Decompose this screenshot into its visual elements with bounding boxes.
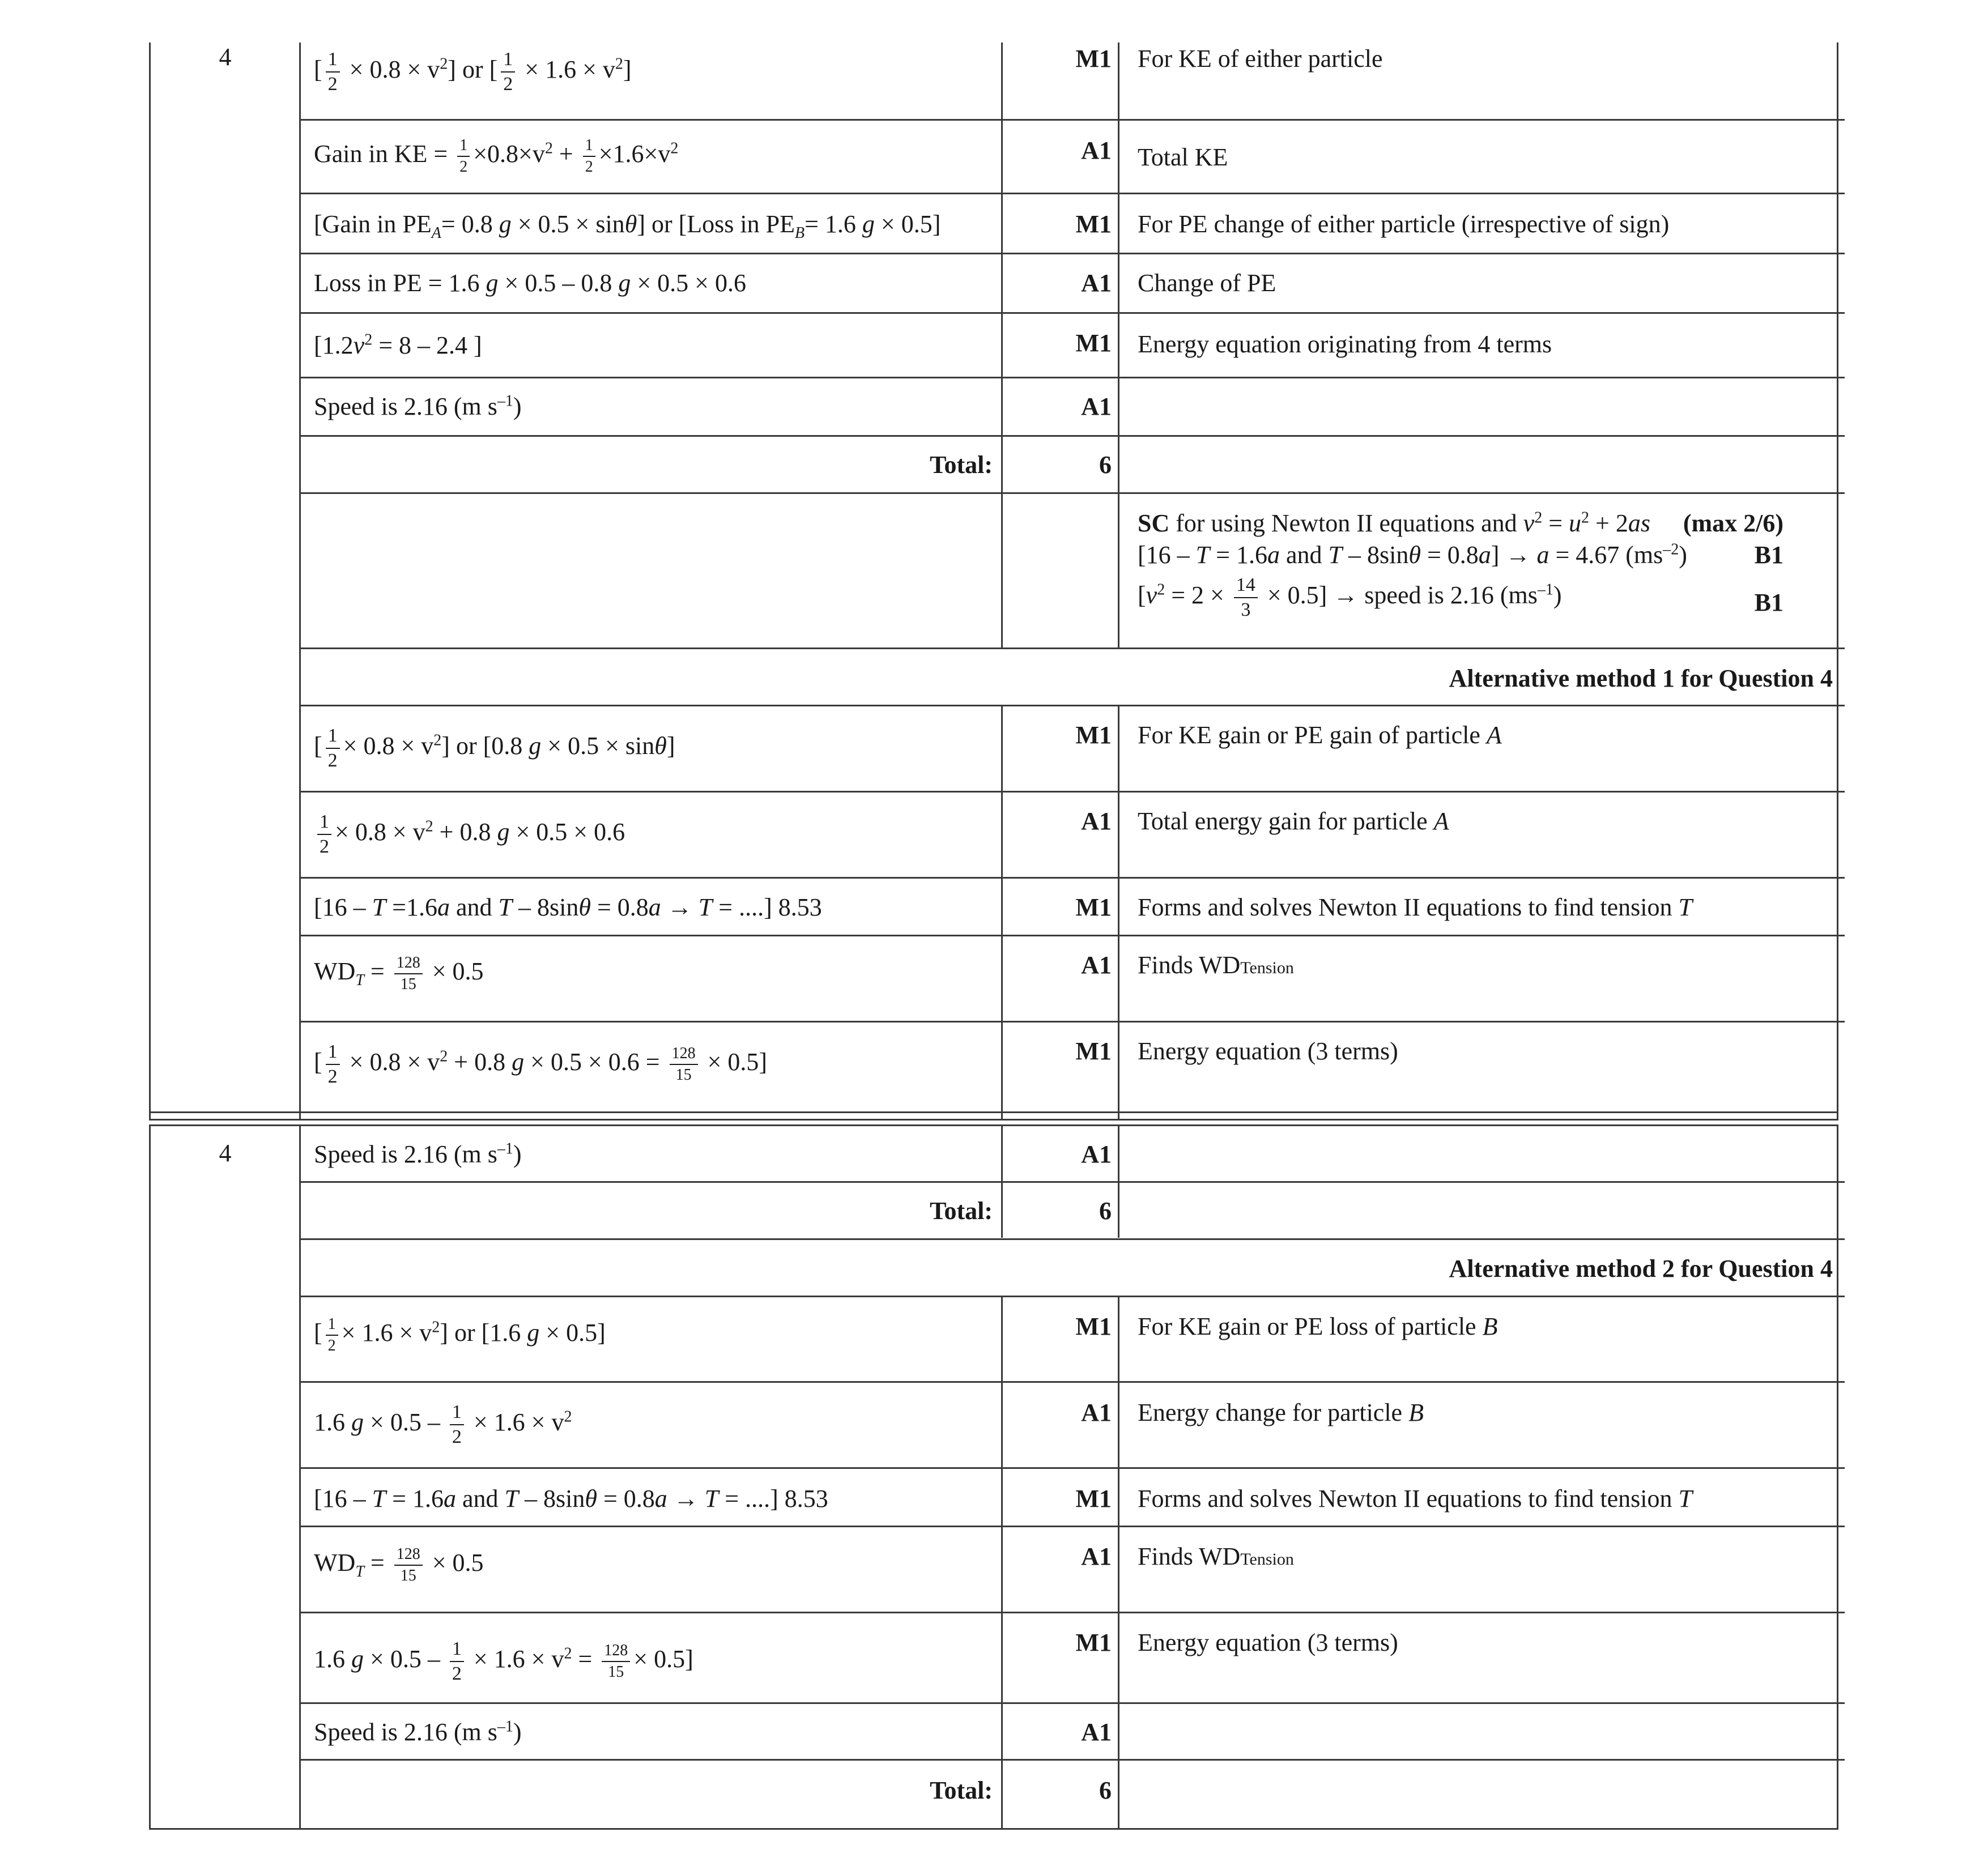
mark-cell: M1: [1075, 721, 1112, 749]
row-divider: [300, 1021, 1845, 1023]
answer-cell: [ $\frac{1}{2}$ × $0.8 \times v^2$] or [0.8 g × 0.5 × sinθ]: [314, 725, 675, 771]
mark-cell: A1: [1081, 951, 1112, 979]
answer-cell: $WD_T$ = $\frac{128}{15}$ × 0.5: [314, 954, 484, 993]
mark-cell: M1: [1075, 1629, 1112, 1656]
row-divider: [300, 377, 1845, 378]
answer-cell: Speed is 2.16 (m $s^{-1}$): [314, 392, 522, 420]
row-divider: [300, 647, 1845, 649]
answer-cell: [ $\frac{1}{2}$ × $0.8 \times v^2$] or [ $\frac{1}{2}$ × $1.6 \times v^2$]: [314, 49, 632, 95]
marks-column-divider: [1118, 705, 1119, 1119]
table-border-left: [149, 42, 151, 1119]
guidance-cell: Energy equation (3 terms): [1138, 1629, 1398, 1656]
answer-cell: [ $\frac{1}{2}$ × $1.6 \times v^2$] or [1.6 g × 0.5]: [314, 1315, 606, 1354]
answer-cell: Loss in PE = 1.6 g × 0.5 – 0.8 g × 0.5 × 0.6: [314, 269, 746, 297]
row-divider: [300, 705, 1845, 706]
answer-column-divider: [1001, 1296, 1003, 1830]
section-break-line: [149, 1119, 1838, 1121]
mark-cell: A1: [1081, 807, 1112, 835]
answer-column-divider: [1001, 42, 1003, 647]
marks-column-divider: [1118, 1296, 1119, 1830]
mark-cell: M1: [1075, 210, 1112, 238]
answer-cell: 1.6 g × 0.5 – $\frac{1}{2}$ × $1.6 \times v^2$ = $\frac{128}{15}$ × 0.5]: [314, 1638, 693, 1684]
guidance-cell: Finds WDTension: [1138, 1543, 1294, 1570]
guidance-cell: Forms and solves Newton II equations to find tension T: [1138, 893, 1692, 921]
row-divider: [300, 877, 1845, 879]
section-header: Alternative method 1 for Question 4: [1449, 664, 1833, 692]
row-divider: [300, 1702, 1845, 1704]
row-divider: [300, 253, 1845, 254]
answer-cell: Speed is 2.16 (m $s^{-1}$): [314, 1140, 522, 1168]
guidance-cell: Total KE: [1138, 143, 1228, 171]
answer-cell: [16 – T =1.6a and T – 8sinθ = 0.8a → T = ....] 8.53: [314, 893, 822, 921]
answer-cell: Speed is 2.16 (m $s^{-1}$): [314, 1718, 522, 1746]
guidance-cell: Forms and solves Newton II equations to find tension T: [1138, 1485, 1692, 1513]
guidance-cell: For KE gain or PE gain of particle A: [1138, 721, 1502, 749]
mark-cell: A1: [1081, 269, 1112, 297]
row-divider: [300, 1238, 1845, 1240]
table-border-right: [1837, 42, 1838, 1119]
guidance-cell: For KE gain or PE loss of particle B: [1138, 1313, 1498, 1340]
total-marks: 6: [1099, 1776, 1112, 1804]
total-label: Total:: [930, 1197, 993, 1225]
answer-cell: [16 – T = 1.6a and T – 8sinθ = 0.8a → T = ....] 8.53: [314, 1485, 828, 1513]
answer-cell: $\frac{1}{2}$ × $0.8 \times v^2 + 0.8$ g × 0.5 × 0.6: [314, 812, 625, 857]
row-divider: [300, 119, 1845, 121]
question-number: 4: [219, 1139, 232, 1167]
table-border-right: [1837, 1124, 1838, 1830]
row-divider: [300, 1296, 1845, 1297]
mark-cell: A1: [1081, 1140, 1112, 1168]
guidance-cell: Change of PE: [1138, 269, 1276, 297]
mark-cell: M1: [1075, 45, 1112, 73]
row-divider: [300, 1467, 1845, 1469]
total-label: Total:: [930, 1776, 993, 1804]
mark-cell: M1: [1075, 329, 1112, 357]
mark-cell: A1: [1081, 1543, 1112, 1570]
guidance-cell: Energy equation (3 terms): [1138, 1037, 1398, 1065]
row-divider: [300, 1381, 1845, 1383]
guidance-cell: Total energy gain for particle A: [1138, 807, 1449, 835]
question-column-divider: [299, 1124, 301, 1830]
total-label: Total:: [930, 451, 993, 479]
row-divider: [300, 435, 1845, 437]
row-divider: [300, 492, 1845, 494]
answer-cell: [$1.2v^2 = 8 - 2.4$ ]: [314, 331, 482, 359]
question-column-divider: [299, 42, 301, 1119]
answer-column-divider: [1001, 705, 1003, 1119]
guidance-cell: For KE of either particle: [1138, 45, 1383, 73]
table-border-left: [149, 1124, 151, 1830]
mark-cell: M1: [1075, 1485, 1112, 1513]
guidance-cell: Energy change for particle B: [1138, 1399, 1424, 1426]
answer-cell: Gain in KE = $\frac{1}{2}$ $\times 0.8\times v^2$ + $\frac{1}{2}$ $\times 1.6\times v^2$: [314, 137, 679, 176]
answer-cell: [Gain in $PE_A= 0.8$ g × 0.5 × sinθ] or [Loss in $PE_B= 1.6$ g × 0.5]: [314, 210, 941, 242]
row-divider: [300, 312, 1845, 314]
row-divider: [300, 791, 1845, 793]
row-divider: [300, 193, 1845, 194]
mark-cell: M1: [1075, 1313, 1112, 1340]
section-break-line: [149, 1111, 1838, 1113]
row-divider: [300, 1759, 1845, 1761]
mark-cell: A1: [1081, 1399, 1112, 1426]
guidance-cell: Finds WDTension: [1138, 951, 1294, 979]
table-border-bottom: [149, 1828, 1838, 1830]
marks-column-divider: [1118, 42, 1119, 647]
mark-cell: A1: [1081, 137, 1112, 164]
mark-cell: M1: [1075, 1037, 1112, 1065]
row-divider: [300, 935, 1845, 936]
answer-cell: [ $\frac{1}{2}$ × $0.8 \times v^2 + 0.8$ g × 0.5 × 0.6 = $\frac{128}{15}$ × 0.5]: [314, 1041, 768, 1087]
question-number: 4: [219, 43, 232, 71]
answer-cell: $WD_T$ = $\frac{128}{15}$ × 0.5: [314, 1545, 484, 1584]
mark-cell: A1: [1081, 1718, 1112, 1746]
row-divider: [300, 1181, 1845, 1183]
section-break-line: [149, 1124, 1838, 1126]
total-marks: 6: [1099, 451, 1112, 479]
mark-cell: A1: [1081, 393, 1112, 420]
guidance-cell: For PE change of either particle (irrespective of sign): [1138, 210, 1670, 238]
guidance-cell: Energy equation originating from 4 terms: [1138, 330, 1552, 358]
special-case-note: SC for using Newton II equations and $v^2 = u^2 + 2as$ (max 2/6) [16 – T = 1.6a and T – 8sinθ = 0.8a] → a = 4.67 $(ms^{-2})$ B1 [$v^2 = 2$ × $\frac{14}{3}$ × 0.5] → speed is 2.16 $(ms^{-1})$ B1: [1138, 509, 1783, 620]
row-divider: [300, 1526, 1845, 1527]
section-header: Alternative method 2 for Question 4: [1449, 1255, 1833, 1283]
mark-cell: M1: [1075, 893, 1112, 921]
row-divider: [300, 1612, 1845, 1613]
total-marks: 6: [1099, 1197, 1112, 1225]
answer-cell: 1.6 g × 0.5 – $\frac{1}{2}$ × $1.6 \times v^2$: [314, 1401, 572, 1447]
